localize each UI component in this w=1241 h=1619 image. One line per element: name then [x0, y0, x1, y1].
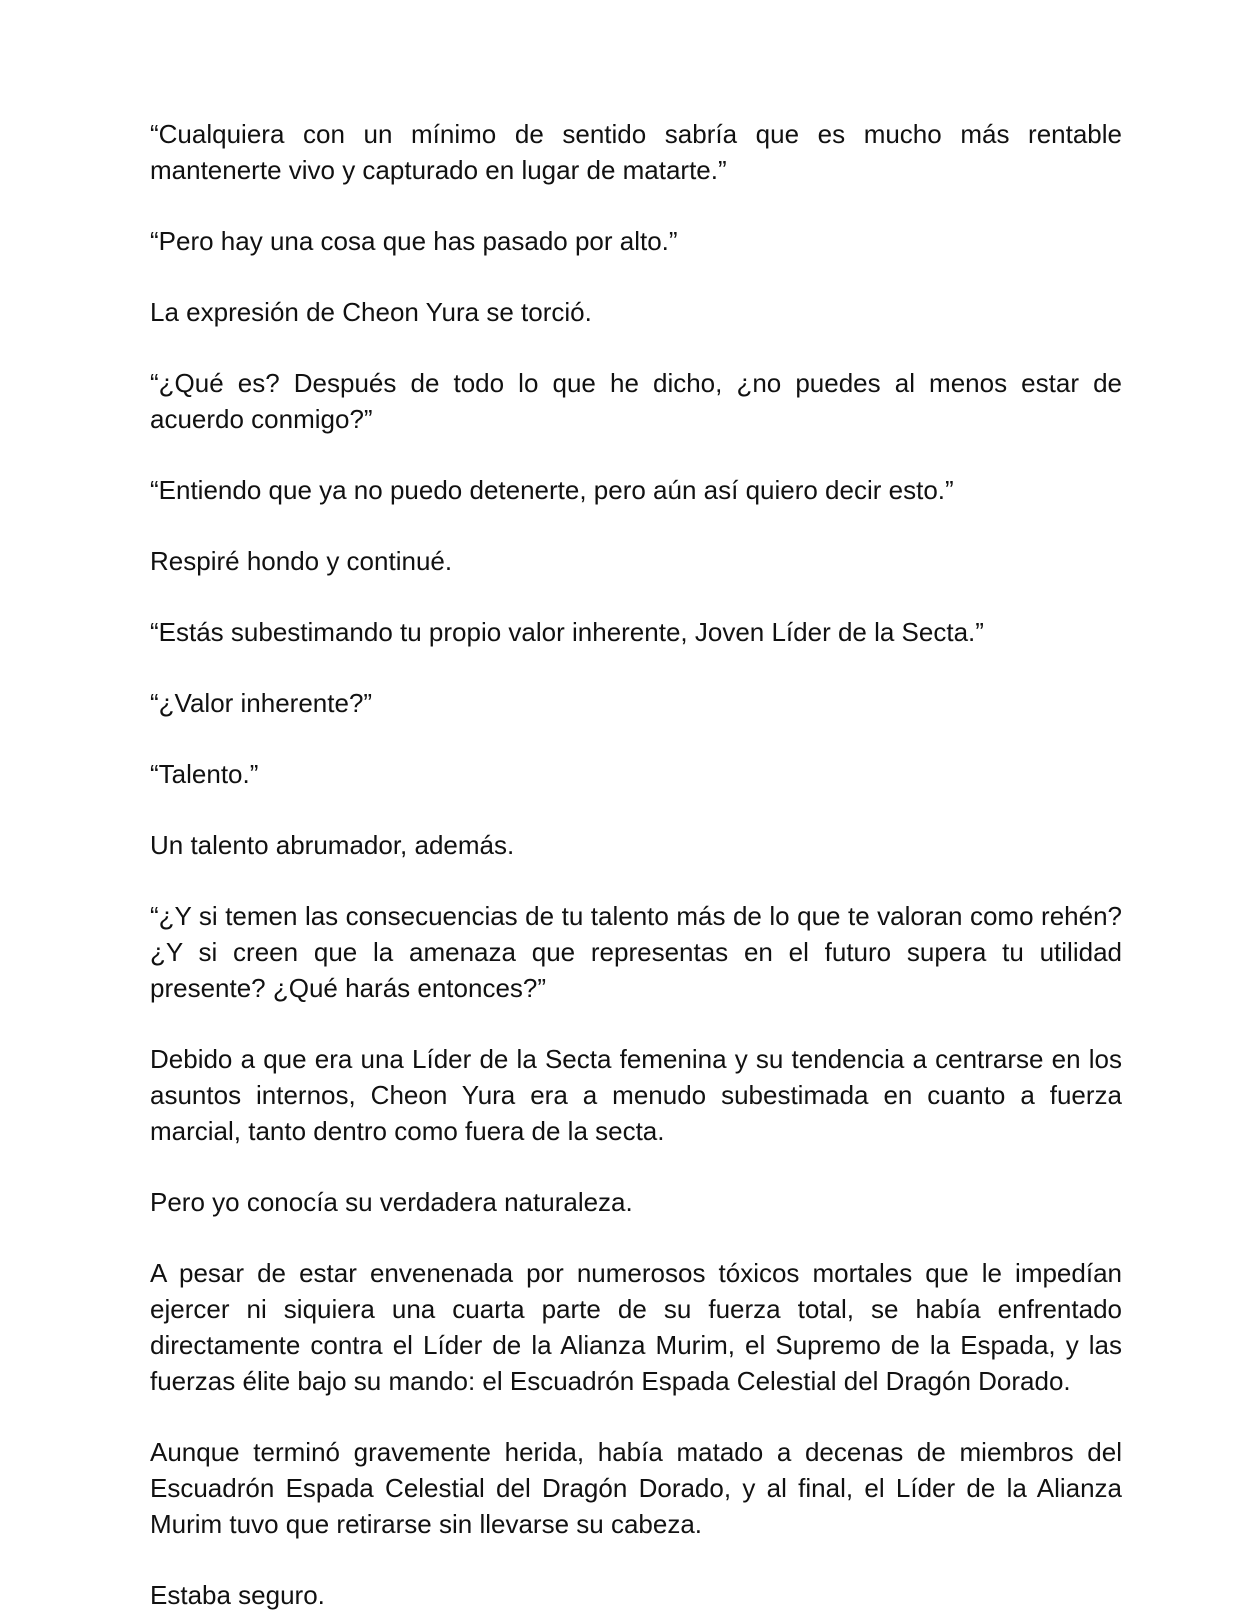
paragraph: “¿Qué es? Después de todo lo que he dicho, ¿no puedes al menos estar de acuerdo conmigo?”	[150, 368, 1122, 434]
paragraph: Debido a que era una Líder de la Secta femenina y su tendencia a centrarse en los asuntos internos, Cheon Yura era a menudo subestimada en cuanto a fuerza marcial, tanto dentro como fuera de la secta.	[150, 1044, 1122, 1146]
paragraph: “Pero hay una cosa que has pasado por alto.”	[150, 226, 678, 256]
paragraph: “Estás subestimando tu propio valor inherente, Joven Líder de la Secta.”	[150, 617, 984, 647]
paragraph: La expresión de Cheon Yura se torció.	[150, 297, 592, 327]
paragraph: Pero yo conocía su verdadera naturaleza.	[150, 1187, 633, 1217]
paragraph: Estaba seguro.	[150, 1580, 325, 1610]
paragraph: “Entiendo que ya no puedo detenerte, pero aún así quiero decir esto.”	[150, 475, 954, 505]
document-page	[150, 116, 1122, 1613]
paragraph: A pesar de estar envenenada por numerosos tóxicos mortales que le impedían ejercer ni siquiera una cuarta parte de su fuerza total, se había enfrentado directamente contra el Líder de la Alianza Murim, el Supremo de la Espada, y las fuerzas élite bajo su mando: el Escuadrón Espada Celestial del Dragón Dorado.	[150, 1258, 1122, 1396]
paragraph: “Talento.”	[150, 759, 259, 789]
paragraph: Aunque terminó gravemente herida, había matado a decenas de miembros del Escuadrón Espada Celestial del Dragón Dorado, y al final, el Líder de la Alianza Murim tuvo que retirarse sin llevarse su cabeza.	[150, 1437, 1122, 1539]
paragraph: “¿Y si temen las consecuencias de tu talento más de lo que te valoran como rehén? ¿Y si creen que la amenaza que representas en el futuro supera tu utilidad presente? ¿Qué harás entonces?”	[150, 901, 1122, 1003]
paragraph: “Cualquiera con un mínimo de sentido sabría que es mucho más rentable mantenerte vivo y capturado en lugar de matarte.”	[150, 119, 1122, 185]
paragraph: Respiré hondo y continué.	[150, 546, 453, 576]
paragraph: Un talento abrumador, además.	[150, 830, 515, 860]
paragraph: “¿Valor inherente?”	[150, 688, 373, 718]
